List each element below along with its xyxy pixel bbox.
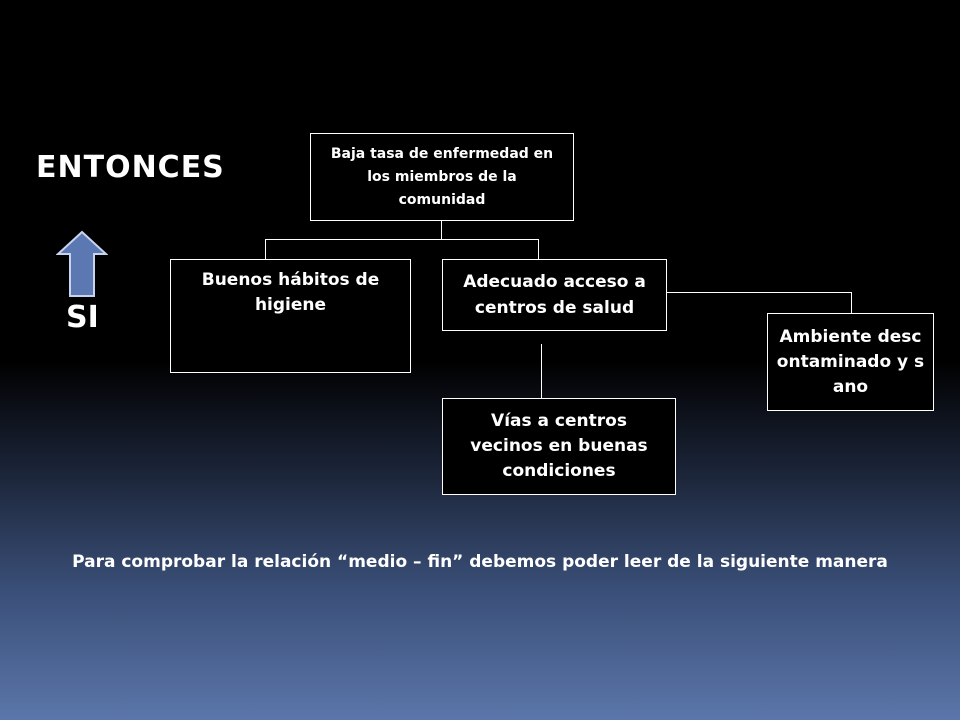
- node-top-goal-text: Baja tasa de enfermedad en los miembros de la comunidad: [330, 145, 554, 208]
- connector-line: [851, 292, 852, 313]
- connector-line: [541, 344, 542, 398]
- connector-line: [265, 239, 539, 240]
- node-hygiene-habits: [170, 259, 411, 373]
- connector-line: [441, 220, 442, 240]
- node-health-access: [442, 259, 667, 331]
- node-hygiene-habits-text: Buenos hábitos de higiene: [201, 270, 380, 315]
- node-environment-text: Ambiente descontaminado y sano: [776, 326, 925, 397]
- si-label: SI: [66, 300, 99, 335]
- up-arrow-icon: [56, 230, 108, 298]
- node-environment: [767, 313, 934, 411]
- footer-text: Para comprobar la relación “medio – fin” debemos poder leer de la siguiente manera: [72, 552, 888, 572]
- connector-line: [666, 292, 852, 293]
- node-roads-text: Vías a centros vecinos en buenas condiciones: [470, 411, 648, 481]
- node-top-goal: [310, 133, 574, 221]
- connector-line: [538, 239, 539, 259]
- node-roads: [442, 398, 676, 495]
- connector-line: [265, 239, 266, 259]
- node-health-access-text: Adecuado acceso a centros de salud: [463, 272, 646, 318]
- heading-entonces: ENTONCES: [36, 150, 225, 185]
